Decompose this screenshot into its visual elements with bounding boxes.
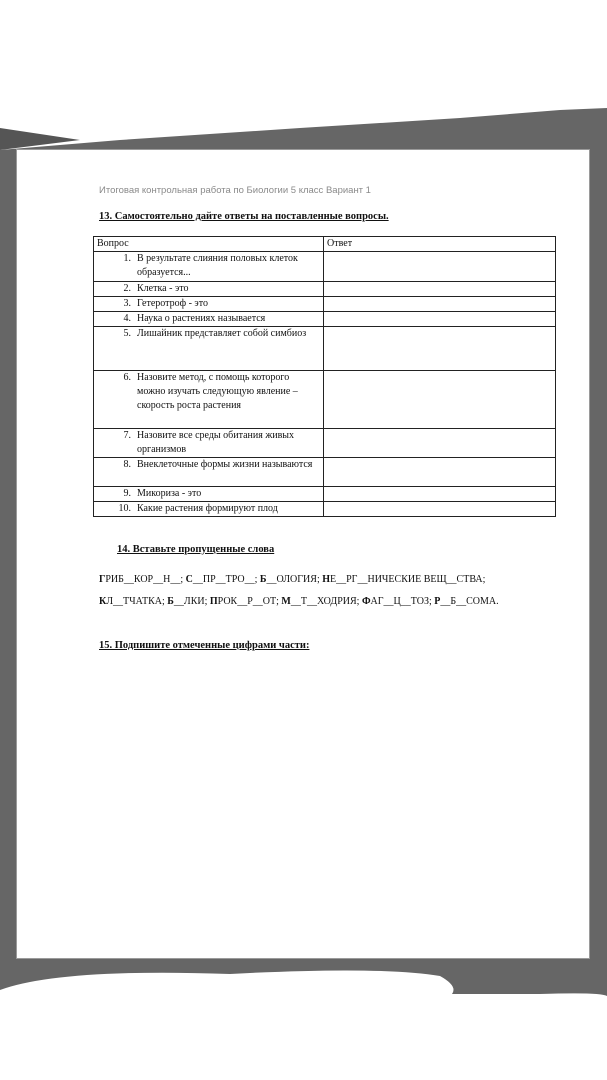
document-header: Итоговая контрольная работа по Биологии 5 класс Вариант 1: [99, 185, 371, 196]
answer-cell[interactable]: [324, 282, 556, 297]
fill-in-words: [99, 569, 539, 613]
answer-cell[interactable]: [324, 371, 556, 429]
question-text: Назовите все среды обитания живых организмов: [137, 430, 295, 455]
question-text: Какие растения формируют плод: [137, 503, 278, 514]
question-text: Гетеротроф - это: [137, 298, 208, 309]
question-number: 10.: [118, 503, 131, 514]
table-header-row: [94, 237, 556, 252]
question-text: Клетка - это: [137, 283, 189, 294]
question-number: 6.: [123, 372, 131, 383]
question-number: 7.: [123, 430, 131, 441]
answer-cell[interactable]: [324, 327, 556, 371]
table-row: [94, 327, 556, 371]
question-text: В результате слияния половых клеток образуется...: [137, 253, 298, 278]
fill-word: Р__Б__СОМА.: [434, 596, 499, 607]
question-number: 1.: [123, 253, 131, 264]
fill-word: Б__ОЛОГИЯ;: [259, 574, 320, 585]
fill-word: ПРОК__Р__ОТ;: [209, 596, 279, 607]
table-row: [94, 312, 556, 327]
question-number: 9.: [123, 488, 131, 499]
fill-word: С__ПР__ТРО__;: [185, 574, 258, 585]
answer-cell[interactable]: [324, 312, 556, 327]
question-text: Внеклеточные формы жизни называются: [137, 459, 313, 470]
table-row: [94, 371, 556, 429]
answer-cell[interactable]: [324, 297, 556, 312]
fill-word: ФАГ__Ц__ТОЗ;: [361, 596, 432, 607]
section-13-title: 13. Самостоятельно дайте ответы на поставленные вопросы.: [99, 211, 389, 222]
question-number: 4.: [123, 313, 131, 324]
column-header-question: Вопрос: [94, 237, 324, 252]
section-15-title: 15. Подпишите отмеченные цифрами части:: [99, 640, 310, 651]
column-header-answer: Ответ: [324, 237, 556, 252]
table-row: [94, 282, 556, 297]
fill-word: Б__ЛКИ;: [167, 596, 208, 607]
table-row: [94, 487, 556, 502]
table-row: [94, 252, 556, 282]
questions-table: [93, 236, 556, 517]
question-number: 5.: [123, 328, 131, 339]
table-row: [94, 458, 556, 487]
document-page: [16, 149, 590, 959]
fill-word: ГРИБ__КОР__Н__;: [99, 574, 184, 585]
answer-cell[interactable]: [324, 252, 556, 282]
section-14-title: 14. Вставьте пропущенные слова: [117, 544, 275, 555]
question-text: Наука о растениях называется: [137, 313, 266, 324]
answer-cell[interactable]: [324, 458, 556, 487]
question-number: 3.: [123, 298, 131, 309]
question-text: Назовите метод, с помощь которого можно изучать следующую явление – скорость роста растения: [137, 372, 298, 411]
redaction-blob: [0, 970, 607, 1080]
table-row: [94, 502, 556, 517]
table-row: [94, 297, 556, 312]
fill-word: КЛ__ТЧАТКА;: [99, 596, 165, 607]
fill-word: НЕ__РГ__НИЧЕСКИЕ ВЕЩ__СТВА;: [322, 574, 486, 585]
question-number: 2.: [123, 283, 131, 294]
answer-cell[interactable]: [324, 502, 556, 517]
question-number: 8.: [123, 459, 131, 470]
question-text: Лишайник представляет собой симбиоз: [137, 328, 307, 339]
answer-cell[interactable]: [324, 429, 556, 458]
answer-cell[interactable]: [324, 487, 556, 502]
question-text: Микориза - это: [137, 488, 202, 499]
table-row: [94, 429, 556, 458]
fill-word: М__Т__ХОДРИЯ;: [281, 596, 360, 607]
